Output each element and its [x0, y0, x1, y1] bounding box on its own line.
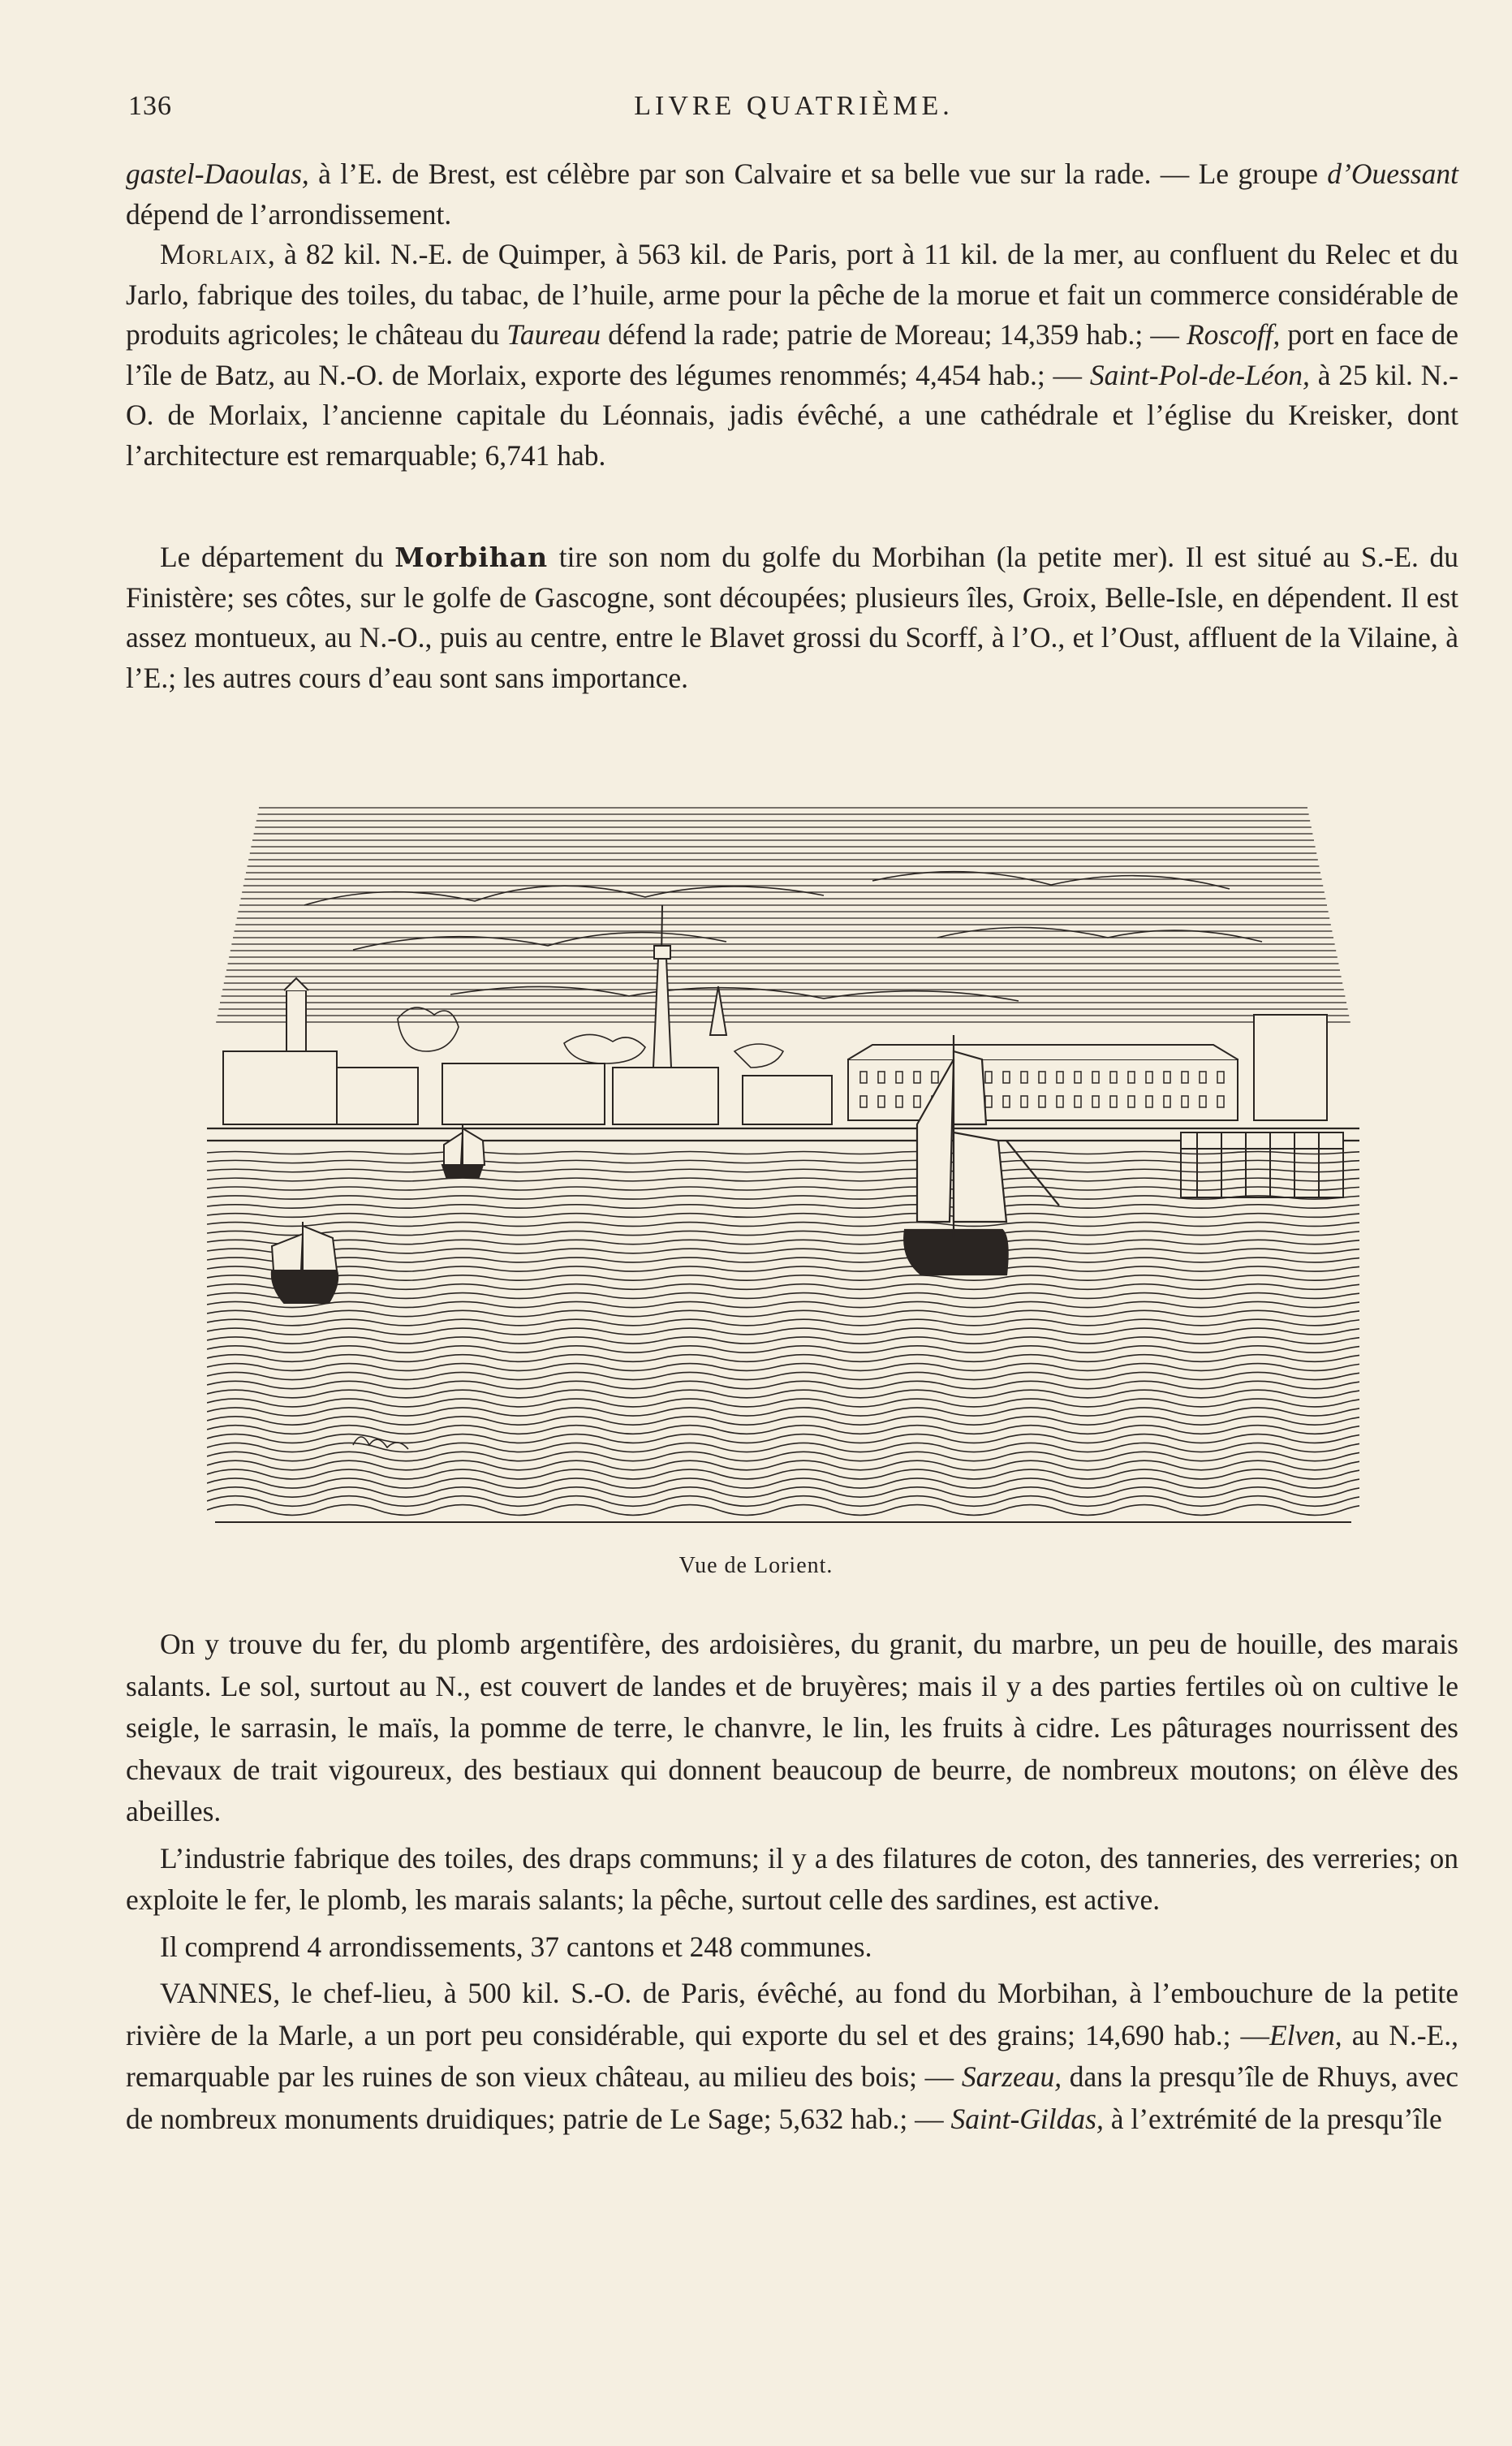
text-run: à 25 kil. N.-O. de Morlaix, l’ancienne capitale du Léonnais, jadis évêché, a une cathédrale et l’église du Kreisker, dont l’architecture est remarquable; 6,741 hab.: [126, 358, 1458, 472]
place-name: Taureau: [506, 318, 601, 351]
city-heading: Morlaix: [160, 238, 268, 270]
wave-line: [207, 1214, 1359, 1218]
ship-left: [272, 1222, 338, 1303]
wave-line: [207, 1443, 1359, 1452]
wave-line: [207, 1205, 1359, 1208]
text-run: à l’E. de Brest, est célèbre par son Calvaire et sa belle vue sur la rade. — Le groupe: [308, 157, 1328, 190]
wave-line: [207, 1319, 1359, 1326]
paragraph-industry: L’industrie fabrique des toiles, des draps communs; il y a des filatures de coton, des tanneries, des verreries; on exploite le fer, le plomb, les marais salants; la pêche, surtout celle des sardines, est active.: [126, 1841, 1458, 1916]
wave-line: [207, 1460, 1359, 1470]
text-run: tire son nom du golfe du Morbihan (la petite mer). Il est situé au S.-E. du Finistère; ses côtes, sur le golfe de Gascogne, sont découpées; plusieurs îles, Groix, Belle-Isle, en dépendent. Il est assez montueux, au N.-O., puis au centre, entre le Blavet grossi du Scorff, à l’O., et l’Oust, affluent de la Vilaine, à l’E.; les autres cours d’eau sont sans importance.: [126, 541, 1458, 694]
wave-line: [207, 1346, 1359, 1352]
wave-line: [207, 1301, 1359, 1307]
wave-line: [207, 1496, 1359, 1507]
place-name: Saint-Gildas,: [950, 2102, 1104, 2135]
wave-line: [207, 1337, 1359, 1344]
place-name: Saint-Pol-de-Léon,: [1089, 358, 1310, 391]
wave-line: [207, 1240, 1359, 1244]
figure-caption: Vue de Lorient.: [678, 1553, 834, 1578]
wave-line: [207, 1355, 1359, 1362]
running-title: LIVRE QUATRIÈME.: [634, 91, 954, 121]
wave-line: [207, 1399, 1359, 1407]
place-name: Sarzeau,: [961, 2060, 1062, 2093]
text-run: défend la rade; patrie de Moreau; 14,359 hab.; —: [601, 318, 1187, 351]
trees: [398, 1007, 783, 1068]
wave-line: [207, 1505, 1359, 1516]
paragraph-resources: On y trouve du fer, du plomb argentifère, des ardoisières, du granit, du marbre, un peu de houille, des marais salants. Le sol, surtout au N., est couvert de landes et de bruyères; mais il y a des parties fertiles où on cultive le seigle, le sarrasin, le maïs, la pomme de terre, le chanvre, le lin, les fruits à cidre. Les pâturages nourrissent des chevaux de trait vigoureux, des bestiaux qui donnent beaucoup de beurre, de nombreux moutons; on élève des abeilles.: [126, 1628, 1458, 1827]
wave-line: [207, 1293, 1359, 1299]
text-run: dépend de l’arrondissement.: [126, 197, 452, 231]
place-name: gastel-Daoulas,: [126, 157, 309, 190]
wave-line: [207, 1452, 1359, 1460]
paragraph-vannes: [126, 1973, 1458, 2140]
signature-mark: [353, 1437, 408, 1449]
wave-line: [207, 1417, 1359, 1425]
wave-line: [207, 1381, 1359, 1388]
place-name: d’Ouessant: [1327, 157, 1458, 190]
text-run: Le département du: [160, 541, 395, 573]
wave-line: [207, 1266, 1359, 1271]
wave-line: [207, 1328, 1359, 1335]
department-name: Morbihan: [394, 541, 549, 573]
wave-line: [207, 1487, 1359, 1497]
wave-line: [207, 1310, 1359, 1316]
paragraph-administration: Il comprend 4 arrondissements, 37 cantons et 248 communes.: [160, 1930, 872, 1963]
sky-hatching: [216, 808, 1350, 1022]
wave-line: [207, 1434, 1359, 1443]
wave-line: [207, 1469, 1359, 1479]
text-block-morbihan-economy: [126, 1624, 1458, 2145]
spire: [710, 986, 726, 1035]
page-header: [128, 91, 1459, 132]
text-run: au N.-E., remarquable par les ruines de son vieux château, au milieu des bois; —: [126, 2018, 1458, 2093]
wave-line: [207, 1364, 1359, 1371]
town-buildings: [223, 1015, 1327, 1124]
wave-line: [207, 1408, 1359, 1416]
paragraph-morbihan: [126, 537, 1458, 698]
wave-line: [207, 1231, 1359, 1235]
text-run: , à 82 kil. N.-E. de Quimper, à 563 kil. de Paris, port à 11 kil. de la mer, au confluent du Relec et du Jarlo, fabrique des toiles, du tabac, de l’huile, arme pour la pêche de la morue et fait un commerce considérable de produits agricoles; le château du: [126, 238, 1458, 351]
wave-line: [207, 1372, 1359, 1379]
text-run: à l’extrémité de la presqu’île: [1103, 2102, 1442, 2135]
place-name: Elven,: [1269, 2018, 1342, 2051]
wave-line: [207, 1478, 1359, 1488]
wave-line: [207, 1390, 1359, 1398]
text-block-morbihan: [126, 537, 1458, 698]
paragraph-plougastel: [126, 154, 1458, 235]
text-run: port en face de l’île de Batz, au N.-O. de Morlaix, exporte des légumes renommés; 4,454 hab.; —: [126, 318, 1458, 391]
paragraph-morlaix: [126, 235, 1458, 476]
ship-middle: [442, 1124, 485, 1177]
page-number: 136: [128, 91, 172, 121]
wave-line: [207, 1275, 1359, 1280]
wave-line: [207, 1284, 1359, 1290]
place-name: Roscoff,: [1186, 318, 1281, 351]
text-run: dans la presqu’île de Rhuys, avec de nombreux monuments druidiques; patrie de Le Sage; 5,632 hab.; —: [126, 2060, 1458, 2135]
text-run: VANNES, le chef-lieu, à 500 kil. S.-O. de Paris, évêché, au fond du Morbihan, à l’embouchure de la petite rivière de la Marle, a un port peu considérable, qui exporte du sel et des grains; 14,690 hab.; —: [126, 1977, 1458, 2051]
text-block-finistere: [126, 154, 1458, 476]
quay: [1181, 1132, 1343, 1197]
wave-line: [207, 1258, 1359, 1262]
sea-waves: [207, 1152, 1359, 1516]
engraving-lorient: [207, 783, 1359, 1534]
wave-line: [207, 1223, 1359, 1227]
clouds: [304, 872, 1262, 1001]
wave-line: [207, 1426, 1359, 1434]
engraving-illustration: [207, 783, 1359, 1534]
wave-line: [207, 1249, 1359, 1253]
